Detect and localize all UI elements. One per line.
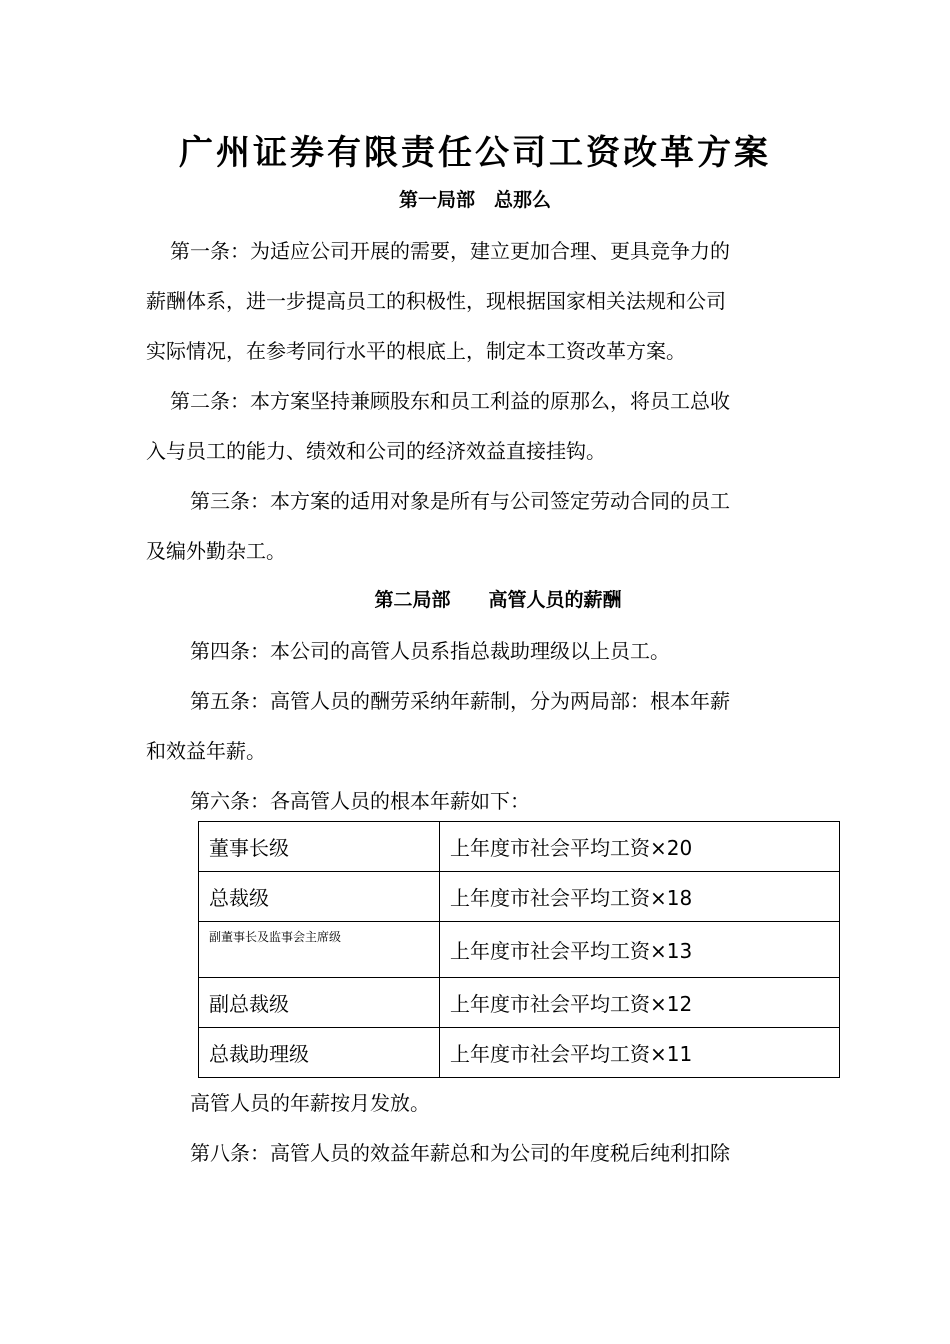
- table-row: [199, 822, 840, 872]
- article3-line2: 及编外勤杂工。: [146, 539, 286, 563]
- table-row: [199, 978, 840, 1028]
- base-salary-table: [198, 821, 840, 1078]
- article6: 第六条：各高管人员的根本年薪如下：: [190, 789, 530, 813]
- table-row: [199, 872, 840, 922]
- article5-line2: 和效益年薪。: [146, 739, 266, 763]
- document-title: 广州证券有限责任公司工资改革方案: [179, 133, 771, 173]
- article1-line1: 第一条：为适应公司开展的需要，建立更加合理、更具竞争力的: [170, 239, 730, 263]
- annual-salary-note: 高管人员的年薪按月发放。: [190, 1091, 430, 1115]
- part1-heading: 第一局部 总那么: [398, 189, 551, 211]
- table-cell-level: 副总裁级: [199, 978, 440, 1028]
- article2-line1: 第二条：本方案坚持兼顾股东和员工利益的原那么，将员工总收: [170, 389, 730, 413]
- table-cell-salary: 上年度市社会平均工资×18: [440, 872, 840, 922]
- article8-line1: 第八条：高管人员的效益年薪总和为公司的年度税后纯利扣除: [190, 1141, 730, 1165]
- article4: 第四条：本公司的高管人员系指总裁助理级以上员工。: [190, 639, 670, 663]
- table-row: [199, 1028, 840, 1078]
- part2-heading: 第二局部 高管人员的薪酬: [374, 589, 622, 611]
- article1-line2: 薪酬体系，进一步提高员工的积极性，现根据国家相关法规和公司: [146, 289, 726, 313]
- article5-line1: 第五条：高管人员的酬劳采纳年薪制，分为两局部：根本年薪: [190, 689, 730, 713]
- table-cell-salary: 上年度市社会平均工资×11: [440, 1028, 840, 1078]
- article3-line1: 第三条：本方案的适用对象是所有与公司签定劳动合同的员工: [190, 489, 730, 513]
- table-cell-salary: 上年度市社会平均工资×12: [440, 978, 840, 1028]
- table-cell-level: 总裁助理级: [199, 1028, 440, 1078]
- table-cell-level: 副董事长及监事会主席级: [199, 922, 440, 978]
- table-cell-salary: 上年度市社会平均工资×20: [440, 822, 840, 872]
- table-row: [199, 922, 840, 978]
- article2-line2: 入与员工的能力、绩效和公司的经济效益直接挂钩。: [146, 439, 606, 463]
- table-cell-salary: 上年度市社会平均工资×13: [440, 922, 840, 978]
- article1-line3: 实际情况，在参考同行水平的根底上，制定本工资改革方案。: [146, 339, 686, 363]
- table-cell-level: 董事长级: [199, 822, 440, 872]
- table-cell-level: 总裁级: [199, 872, 440, 922]
